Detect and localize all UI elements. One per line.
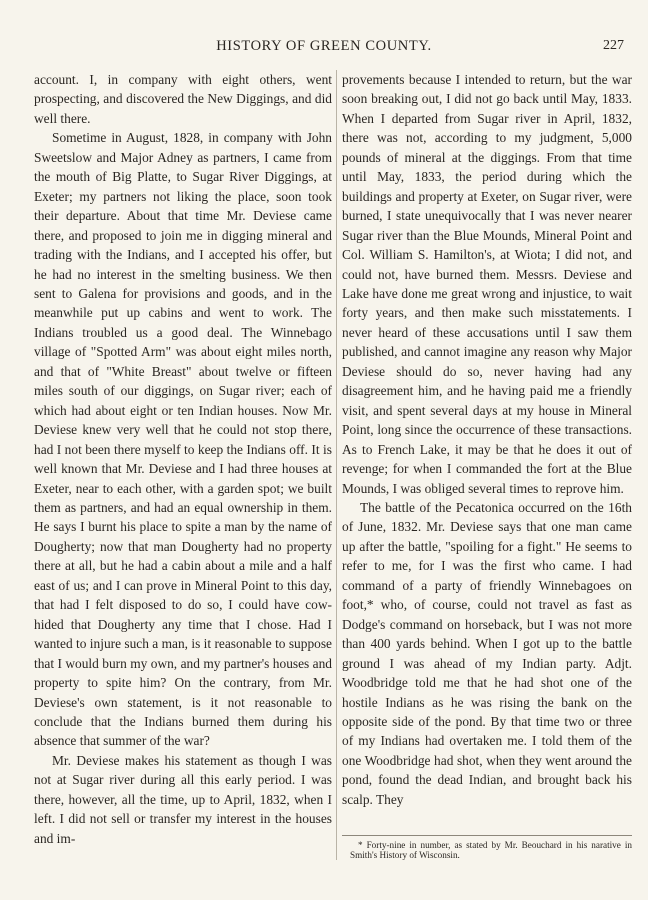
footnote: * Forty-nine in number, as stated by Mr. Beouchard in his narative in Smith's History of Wisconsin. bbox=[350, 840, 632, 861]
right-paragraph-1: provements because I intended to return, but the war soon breaking out, I did not go back until May, 1833. When I departed from Sugar river in April, 1832, there was not, according to my judgment, 5,000 pounds of mineral at the diggings. From that time until May, 1833, the period during which the buildings and property at Exeter, on Sugar river, were burned, I state unequivocally that I was never nearer Sugar river than the Blue Mounds, Mineral Point and Col. William S. Hamilton's, at Wiota; I did not, and could not, have burned them. Messrs. Deviese and Lake have done me great wrong and injustice, to wait forty years, and then make such misstatements. I never heard of these accusations until I saw them published, and cannot imagine any reason why Major Deviese should do so, never having had any disagreement him, and he having paid me a friendly visit, and spent several days at my house in Mineral Point, long since the occurrence of these transactions. As to French Lake, it may be that he does it out of revenge; for when I commanded the fort at the Blue Mounds, I was obliged several times to reprove him. bbox=[342, 72, 632, 496]
left-column bbox=[34, 70, 332, 848]
running-title: HISTORY OF GREEN COUNTY. bbox=[216, 38, 432, 54]
column-divider bbox=[336, 70, 337, 860]
left-paragraph-2: Sometime in August, 1828, in company with John Sweetslow and Major Adney as partners, I came from the mouth of Big Platte, to Sugar River Diggings, at Exeter; my partners not liking the place, soon took their departure. About that time Mr. Deviese came there, and proposed to join me in digging mineral and trading with the Indians, and I accepted his offer, but he had no interest in the smelting business. We then sent to Galena for provisions and goods, and in the meanwhile put up cabins and went to work. The Indians troubled us a good deal. The Winnebago village of "Spotted Arm" was about eight miles north, and that of "White Breast" about twelve or fifteen miles south of our diggings, on Sugar river; each of which had about eight or ten Indian houses. Now Mr. Deviese knew very well that he could not stop there, had I not been there myself to keep the Indians off. It is well known that Mr. Deviese and I had three houses at Exeter, near to each other, with a garden spot; we built them as partners, and had an equal ownership in them. He says I burnt his place to spite a man by the name of Dougherty; now that man Dougherty had no property there at all, but he had a cabin about a mile and a half east of us; and I can prove in Mineral Point to this day, that had I felt disposed to do so, I could have cow-hided that Dougherty any time that I chose. Had I wanted to injure such a man, is it reasonable to suppose that I would burn my own, and my partner's houses and property to spite him? On the contrary, from Mr. Deviese's own statement, is it not reasonable to conclude that the Indians burned them during his absence that summer of the war? bbox=[34, 130, 332, 749]
page-header bbox=[0, 38, 648, 58]
right-paragraph-2: The battle of the Pecatonica occurred on the 16th of June, 1832. Mr. Deviese says that one man came up after the battle, "spoiling for a fight." He seems to refer to me, for I was the first who came. I had command of a party of friendly Winnebagoes on foot,* who, of course, could not travel as fast as Dodge's command on horseback, but I was not more than 400 yards behind. When I got up to the battle ground I was ahead of my Indian party. Adjt. Woodbridge told me that he had shot one of the hostile Indians as he was rising the bank on the opposite side of the pond. By that time two or three of my Indians had overtaken me. I told them of the one Woodbridge had shot, when they went around the pond, found the dead Indian, and brought back his scalp. They bbox=[342, 499, 632, 807]
footnote-divider bbox=[342, 835, 632, 836]
page-number: 227 bbox=[603, 38, 624, 53]
left-paragraph-3: Mr. Deviese makes his statement as though I was not at Sugar river during all this early period. I was there, however, all the time, up to April, 1832, when I left. I did not sell or transfer my interest in the houses and im- bbox=[34, 752, 332, 846]
left-paragraph-1: account. I, in company with eight others, went prospecting, and discovered the New Diggings, and did well there. bbox=[34, 72, 332, 126]
right-column bbox=[342, 70, 632, 809]
